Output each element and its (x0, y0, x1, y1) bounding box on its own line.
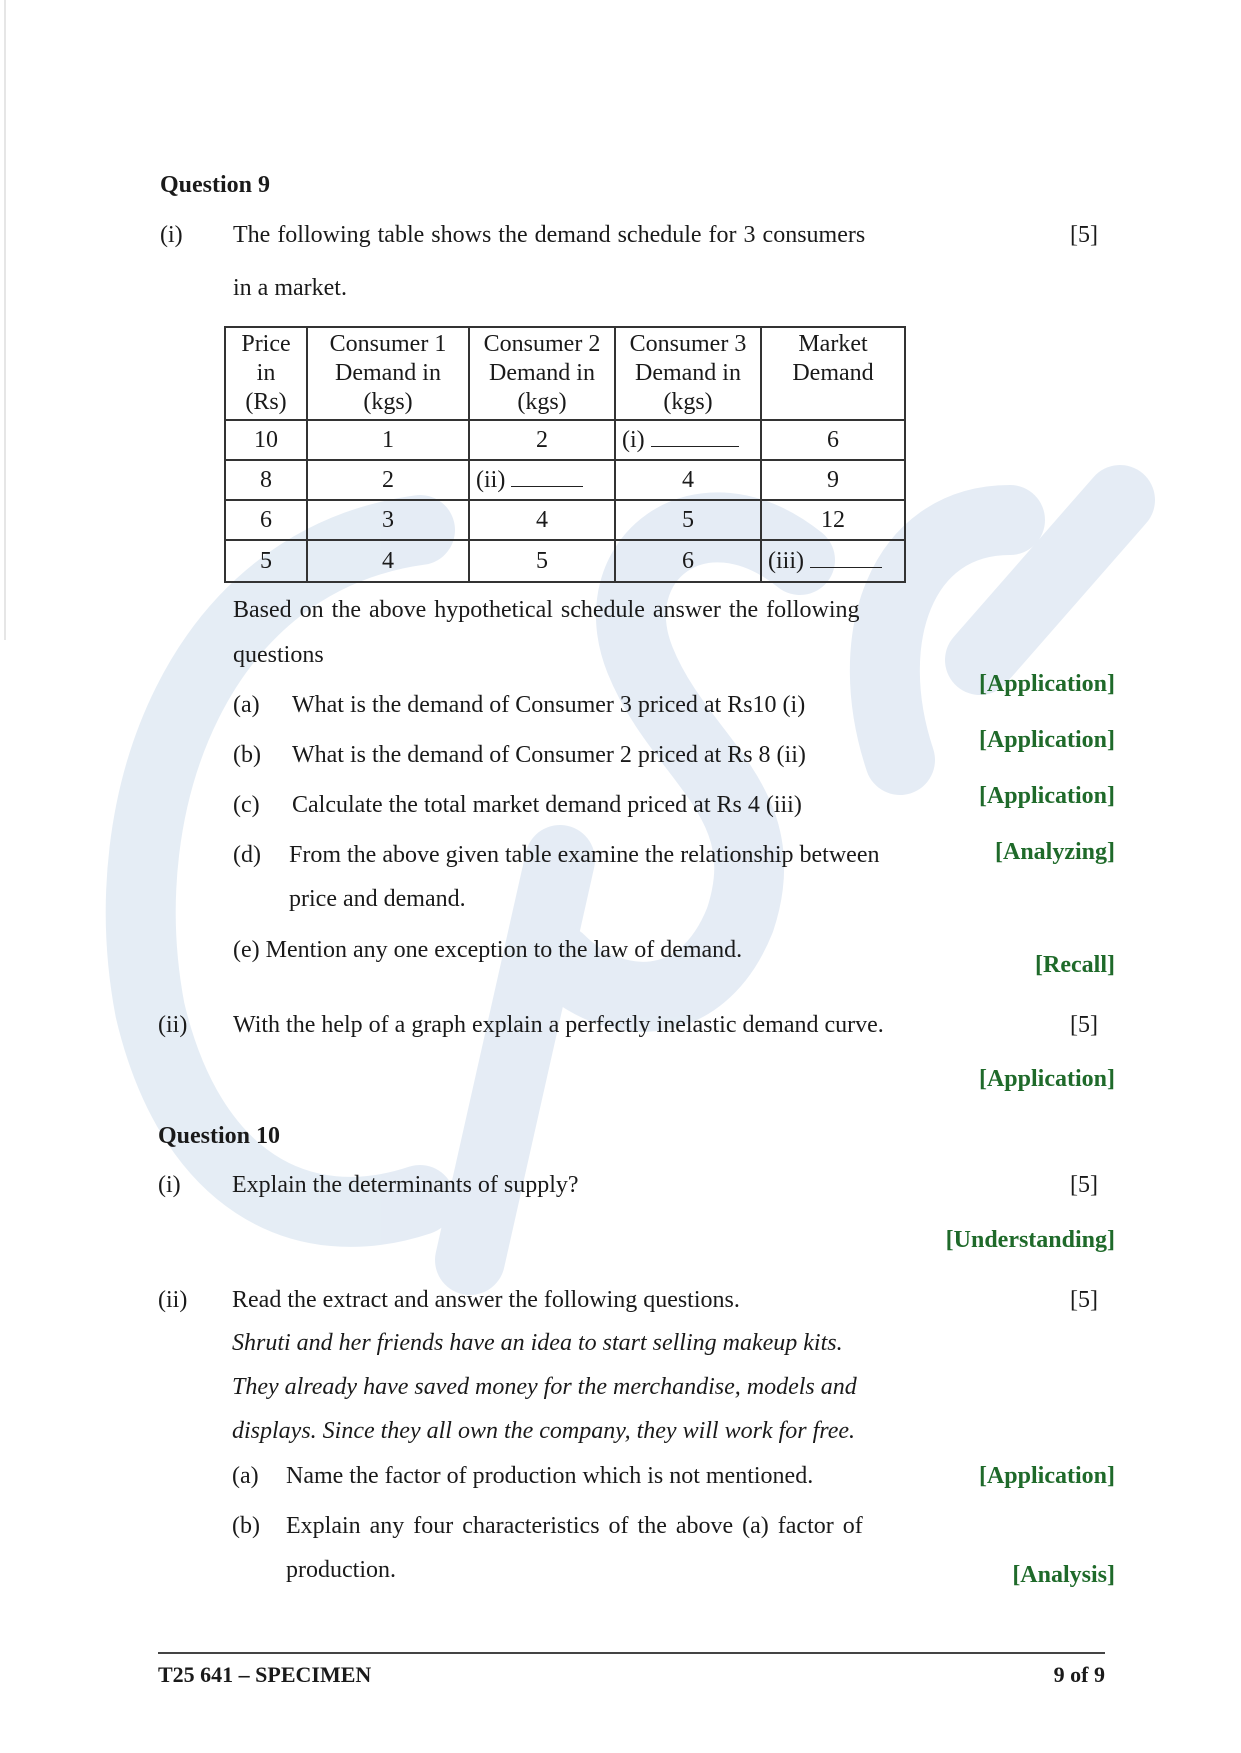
page-edge (4, 0, 6, 640)
q9-based-line2: questions (233, 642, 324, 668)
q9-d-text-line2: price and demand. (289, 886, 466, 912)
q9-ii-text: With the help of a graph explain a perfectly inelastic demand curve. (233, 1012, 884, 1038)
q9-ii-number: (ii) (158, 1012, 188, 1038)
footer-paper-code: T25 641 – SPECIMEN (158, 1662, 372, 1687)
answer-blank-line (511, 468, 583, 487)
header-price: Price in (Rs) (225, 327, 307, 420)
q9-e-text: (e) Mention any one exception to the law of demand. (233, 937, 743, 963)
table-cell: 12 (761, 500, 905, 540)
q9-based-line1: Based on the above hypothetical schedule answer the following (233, 597, 860, 623)
table-cell: 10 (225, 420, 307, 460)
answer-blank-line (810, 549, 882, 568)
table-cell: 6 (761, 420, 905, 460)
q9-d-label: (d) (233, 842, 261, 868)
answer-blank-line (651, 428, 739, 447)
q9-i-number: (i) (160, 222, 183, 248)
table-cell: 5 (615, 500, 761, 540)
q9-b-text: What is the demand of Consumer 2 priced at Rs 8 (ii) (292, 742, 806, 768)
header-consumer-3: Consumer 3 Demand in (kgs) (615, 327, 761, 420)
table-cell: 1 (307, 420, 469, 460)
header-consumer-1: Consumer 1 Demand in (kgs) (307, 327, 469, 420)
extract-line-2: They already have saved money for the merchandise, models and (232, 1374, 857, 1400)
q10-i-text: Explain the determinants of supply? (232, 1172, 579, 1198)
table-cell: 6 (225, 500, 307, 540)
table-cell: 2 (469, 420, 615, 460)
q10-ii-number: (ii) (158, 1287, 188, 1313)
table-row (225, 460, 905, 500)
q10-i-marks: [5] (1070, 1172, 1098, 1198)
q9-d-tag: [Analyzing] (995, 839, 1115, 865)
table-row (225, 500, 905, 540)
q10-ii-marks: [5] (1070, 1287, 1098, 1313)
q9-a-tag: [Application] (978, 671, 1115, 697)
q10-i-tag: [Understanding] (945, 1227, 1115, 1253)
q9-ii-tag: [Application] (978, 1066, 1115, 1092)
table-cell: 4 (469, 500, 615, 540)
question-9-title: Question 9 (160, 172, 271, 198)
q9-b-tag: [Application] (978, 727, 1115, 753)
question-10-title: Question 10 (158, 1123, 281, 1149)
demand-schedule-table (224, 326, 906, 583)
q9-c-label: (c) (233, 792, 260, 818)
table-cell: 3 (307, 500, 469, 540)
table-cell: 4 (307, 540, 469, 582)
q9-b-label: (b) (233, 742, 261, 768)
table-cell: 2 (307, 460, 469, 500)
q9-c-text: Calculate the total market demand priced at Rs 4 (iii) (292, 792, 802, 818)
q10-ii-a-text: Name the factor of production which is not mentioned. (286, 1463, 814, 1489)
q10-ii-b-text-line2: production. (286, 1557, 396, 1583)
q9-a-text: What is the demand of Consumer 3 priced at Rs10 (i) (292, 692, 806, 718)
extract-line-1: Shruti and her friends have an idea to start selling makeup kits. (232, 1330, 843, 1356)
q9-ii-marks: [5] (1070, 1012, 1098, 1038)
table-cell: 6 (615, 540, 761, 582)
q9-d-text-line1: From the above given table examine the relationship between (289, 842, 880, 868)
q10-ii-text: Read the extract and answer the following questions. (232, 1287, 740, 1313)
q9-i-marks: [5] (1070, 222, 1098, 248)
footer-divider (158, 1652, 1105, 1654)
table-cell: 5 (225, 540, 307, 582)
header-market-demand: Market Demand (761, 327, 905, 420)
table-row (225, 540, 905, 582)
q10-ii-b-tag: [Analysis] (1012, 1562, 1115, 1588)
header-consumer-2: Consumer 2 Demand in (kgs) (469, 327, 615, 420)
table-cell: 9 (761, 460, 905, 500)
footer-page-number: 9 of 9 (1053, 1662, 1105, 1687)
q9-c-tag: [Application] (978, 783, 1115, 809)
table-cell-blank: (ii) (469, 460, 615, 500)
table-cell-blank: (i) (615, 420, 761, 460)
q9-i-text-line2: in a market. (233, 275, 347, 301)
q9-i-text-line1: The following table shows the demand schedule for 3 consumers (233, 222, 866, 248)
q10-ii-a-label: (a) (232, 1463, 259, 1489)
table-cell: 5 (469, 540, 615, 582)
extract-line-3: displays. Since they all own the company, they will work for free. (232, 1418, 856, 1444)
q10-ii-b-label: (b) (232, 1513, 260, 1539)
q10-ii-b-text-line1: Explain any four characteristics of the above (a) factor of (286, 1513, 863, 1539)
q10-i-number: (i) (158, 1172, 181, 1198)
q10-ii-a-tag: [Application] (978, 1463, 1115, 1489)
table-row (225, 420, 905, 460)
q9-a-label: (a) (233, 692, 260, 718)
table-cell-blank: (iii) (761, 540, 905, 582)
table-header-row (225, 327, 905, 420)
q9-e-tag: [Recall] (1035, 952, 1115, 978)
table-cell: 8 (225, 460, 307, 500)
table-cell: 4 (615, 460, 761, 500)
